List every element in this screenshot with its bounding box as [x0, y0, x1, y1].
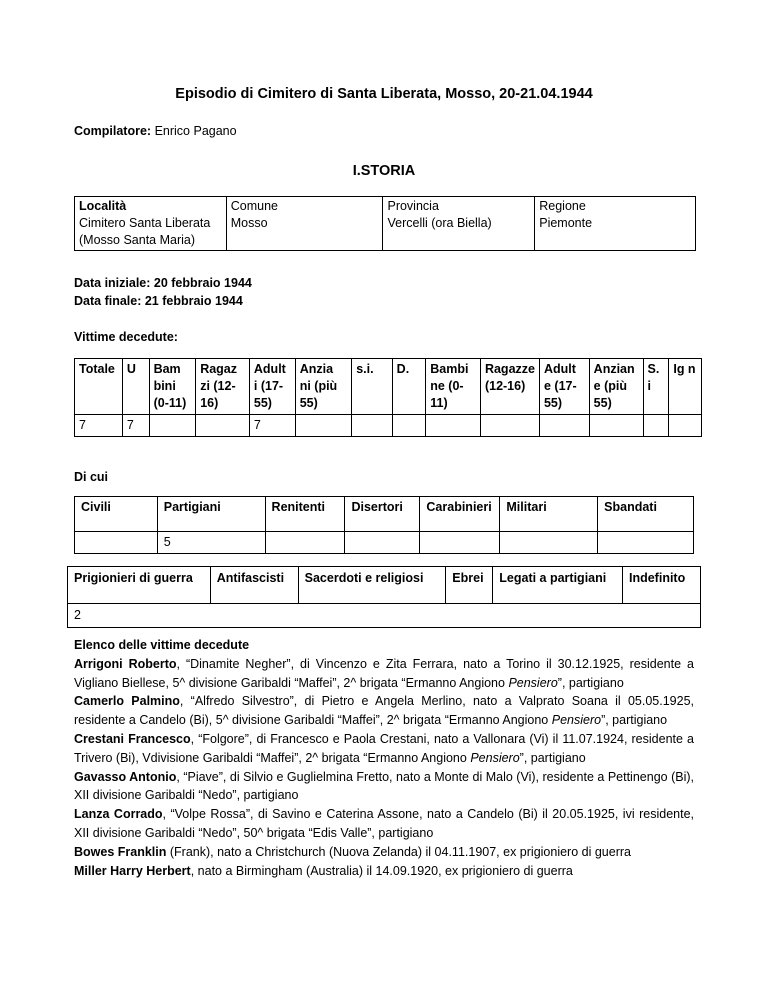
victim-details: , “Folgore”, di Francesco e Paola Crestani, nato a Vallonara (Vi) il 11.07.1924, residente a Trivero (Bi), Vdivisione Garibaldi “Maffei”, 2^ brigata “Ermanno Angiono: [74, 731, 694, 765]
value-cell: 5: [157, 532, 265, 554]
victims-label: Vittime decedute:: [74, 330, 178, 344]
regione-value: Piemonte: [539, 216, 593, 230]
header-cell: Antifascisti: [210, 567, 298, 604]
header-cell: Ig n: [669, 359, 702, 415]
victim-name: Gavasso Antonio: [74, 769, 177, 784]
victim-name: Crestani Francesco: [74, 731, 191, 746]
header-cell: Sbandati: [598, 497, 694, 532]
list-item: [74, 692, 694, 730]
value-cell: [643, 415, 669, 437]
header-cell: Bambi ne (0-11): [426, 359, 481, 415]
header-cell: Indefinito: [622, 567, 700, 604]
header-cell: U: [122, 359, 149, 415]
dates-block: [74, 274, 252, 310]
victims-list: [74, 636, 694, 880]
provincia-cell: [383, 197, 535, 251]
header-cell: Renitenti: [265, 497, 345, 532]
header-cell: Militari: [500, 497, 598, 532]
header-cell: Partigiani: [157, 497, 265, 532]
header-cell: Legati a partigiani: [493, 567, 623, 604]
value-cell: [539, 415, 589, 437]
victim-role: ”, partigiano: [519, 750, 586, 765]
prisoners-header-row: [68, 567, 701, 604]
victims-value-row: [75, 415, 702, 437]
list-item: [74, 843, 694, 862]
victim-name: Camerlo Palmino: [74, 694, 180, 709]
location-row: [75, 197, 696, 251]
compiler-label: Compilatore:: [74, 124, 152, 138]
header-cell: Civili: [75, 497, 158, 532]
document-title: Episodio di Cimitero di Santa Liberata, Mosso, 20-21.04.1944: [175, 86, 593, 102]
header-cell: Disertori: [345, 497, 420, 532]
value-cell: [352, 415, 392, 437]
value-cell: [420, 532, 500, 554]
start-date: Data iniziale: 20 febbraio 1944: [74, 276, 252, 290]
header-cell: s.i.: [352, 359, 392, 415]
regione-cell: [535, 197, 696, 251]
header-cell: Adult e (17-55): [539, 359, 589, 415]
header-cell: Bam bini (0-11): [149, 359, 196, 415]
victim-brigade-name: Pensiero: [551, 713, 602, 728]
victim-details: (Frank), nato a Christchurch (Nuova Zelanda) il 04.11.1907, ex prigioniero di guerra: [166, 844, 631, 859]
prisoners-value-row: [68, 604, 701, 628]
victim-details: , “Volpe Rossa”, di Savino e Caterina Assone, nato a Candelo (Bi) il 20.05.1925, ivi residente, XII divisione Garibaldi “Nedo”, 50^ brigata “Edis Valle”, partigiano: [74, 807, 694, 840]
list-title: [74, 636, 694, 655]
prisoners-table: [67, 566, 701, 628]
victim-details: , “Piave”, di Silvio e Guglielmina Fretto, nato a Monte di Malo (Vi), residente a Pettinengo (Bi), XII divisione Garibaldi “Nedo”, partigiano: [74, 769, 694, 803]
compiler-line: [74, 124, 237, 138]
value-cell: [196, 415, 250, 437]
list-item: [74, 730, 694, 768]
victim-name: Lanza Corrado: [74, 807, 163, 822]
header-cell: Ragaz zi (12-16): [196, 359, 250, 415]
value-cell: 7: [75, 415, 123, 437]
provincia-header: Provincia: [387, 199, 439, 213]
end-date: Data finale: 21 febbraio 1944: [74, 294, 243, 308]
list-item: [74, 805, 694, 843]
value-cell: 7: [122, 415, 149, 437]
header-cell: Totale: [75, 359, 123, 415]
victim-details: , “Alfredo Silvestro”, di Pietro e Angela Merlino, nato a Valprato Soana il 05.05.1925, residente a Candelo (Bi), 5^ divisione Garibaldi “Maffei”, 2^ brigata “Ermanno Angiono: [74, 694, 694, 728]
header-cell: S. i: [643, 359, 669, 415]
value-cell: [598, 532, 694, 554]
regione-header: Regione: [539, 199, 586, 213]
list-item: [74, 862, 694, 881]
victim-details: , “Dinamite Negher”, di Vincenzo e Zita Ferrara, nato a Torino il 30.12.1925, residente a Vigliano Biellese, 5^ divisione Garibaldi “Maffei”, 2^ brigata “Ermanno Angiono: [74, 656, 694, 690]
victim-role: ”, partigiano: [601, 713, 668, 728]
header-cell: Sacerdoti e religiosi: [298, 567, 446, 604]
victims-header-row: [75, 359, 702, 415]
value-cell: [500, 532, 598, 554]
victim-role: ”, partigiano: [557, 675, 624, 690]
list-title-text: Elenco delle vittime decedute: [74, 638, 250, 652]
list-item: [74, 768, 694, 806]
victim-brigade-name: Pensiero: [508, 675, 558, 690]
comune-header: Comune: [230, 199, 278, 213]
categories-table: [74, 496, 694, 554]
header-cell: Adult i (17-55): [249, 359, 295, 415]
value-cell: [149, 415, 196, 437]
header-cell: Carabinieri: [420, 497, 500, 532]
value-cell: [426, 415, 481, 437]
value-cell: 7: [249, 415, 295, 437]
categories-value-row: [75, 532, 694, 554]
header-cell: Ebrei: [446, 567, 493, 604]
victim-name: Arrigoni Roberto: [74, 656, 177, 671]
victim-name: Bowes Franklin: [74, 844, 167, 859]
comune-value: Mosso: [230, 216, 268, 230]
location-header: Località: [79, 199, 127, 213]
value-cell: [345, 532, 420, 554]
comune-cell: [226, 197, 383, 251]
victims-table: [74, 358, 702, 437]
value-cell: [75, 532, 158, 554]
header-cell: D.: [392, 359, 426, 415]
victim-brigade-name: Pensiero: [470, 750, 520, 765]
provincia-value: Vercelli (ora Biella): [387, 216, 492, 230]
value-cell: [295, 415, 351, 437]
value-cell: [265, 532, 345, 554]
compiler-name: Enrico Pagano: [154, 124, 237, 138]
section-heading: I.STORIA: [352, 163, 416, 179]
location-table: [74, 196, 696, 251]
header-cell: Prigionieri di guerra: [68, 567, 211, 604]
location-value: Cimitero Santa Liberata (Mosso Santa Maria): [79, 216, 211, 247]
victim-details: , nato a Birmingham (Australia) il 14.09.1920, ex prigioniero di guerra: [190, 863, 573, 878]
value-cell: [392, 415, 426, 437]
header-cell: Anzia ni (più 55): [295, 359, 351, 415]
list-item: [74, 655, 694, 693]
location-cell: [75, 197, 227, 251]
value-cell: [480, 415, 539, 437]
value-cell: [669, 415, 702, 437]
victim-name: Miller Harry Herbert: [74, 863, 191, 878]
header-cell: Ragazze (12-16): [480, 359, 539, 415]
of-which-label: Di cui: [74, 470, 109, 484]
value-cell: 2: [68, 604, 701, 628]
header-cell: Anzian e (più 55): [589, 359, 643, 415]
value-cell: [589, 415, 643, 437]
categories-header-row: [75, 497, 694, 532]
